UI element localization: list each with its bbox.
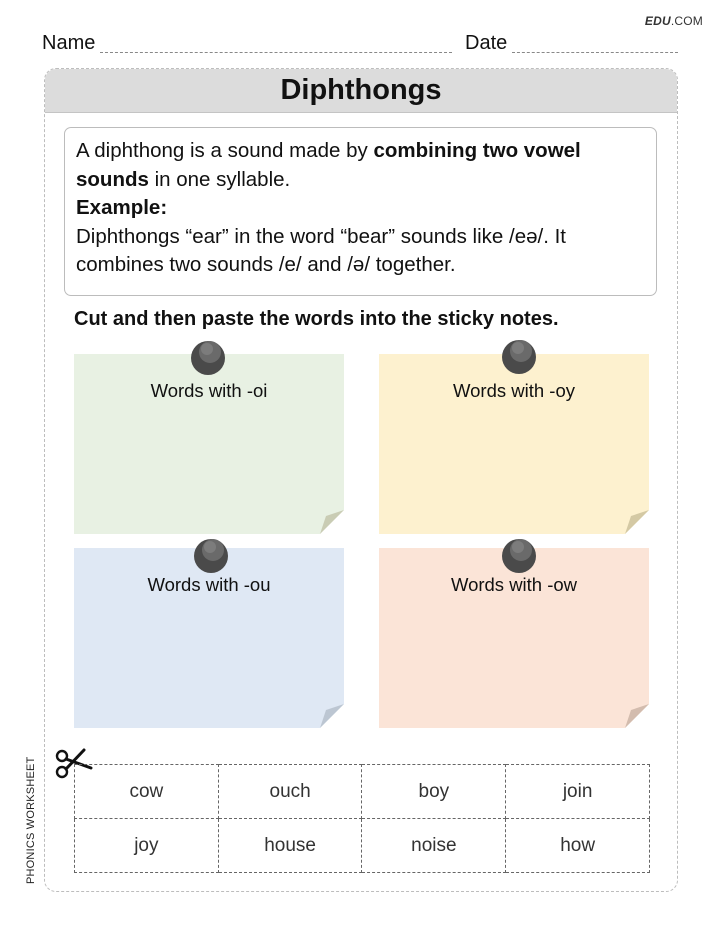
sticky-note-oy <box>379 354 649 534</box>
page-curl-icon <box>625 510 649 534</box>
sticky-note-label: Words with -oi <box>150 380 268 401</box>
name-line <box>100 52 452 53</box>
word-card: joy <box>75 819 219 873</box>
side-label: PHONICS WORKSHEET <box>25 756 37 884</box>
title-bar <box>45 69 677 113</box>
word-cutout-grid <box>74 764 650 873</box>
word-card: boy <box>362 765 506 819</box>
brand-logo: EDU.COM <box>644 14 703 28</box>
word-card: house <box>218 819 362 873</box>
example-label: Example: <box>76 196 168 219</box>
sticky-note-label: Words with -ow <box>450 574 578 595</box>
word-card: join <box>506 765 650 819</box>
word-card: cow <box>75 765 219 819</box>
word-card: ouch <box>218 765 362 819</box>
word-row <box>75 819 650 873</box>
push-pin-icon <box>190 336 226 376</box>
page-curl-icon <box>320 510 344 534</box>
push-pin-icon <box>501 335 537 375</box>
date-line <box>512 52 678 53</box>
page-title: Diphthongs <box>280 74 442 106</box>
word-card: how <box>506 819 650 873</box>
push-pin-icon <box>501 534 537 574</box>
definition-text: A diphthong is a sound made by combining two vowel sounds in one syllable. <box>76 139 581 191</box>
sticky-note-ow <box>379 548 649 728</box>
sticky-note-ou <box>74 548 344 728</box>
page-curl-icon <box>320 704 344 728</box>
sticky-note-label: Words with -ou <box>147 574 271 595</box>
word-row <box>75 765 650 819</box>
sticky-note-oi <box>74 354 344 534</box>
name-label: Name <box>42 32 96 54</box>
example-text: Diphthongs “ear” in the word “bear” sounds like /eə/. It combines two sounds /e/ and /ə/ together. <box>76 224 566 276</box>
name-date-row <box>42 32 678 58</box>
definition-box <box>64 127 657 296</box>
word-card: noise <box>362 819 506 873</box>
instruction-text: Cut and then paste the words into the sticky notes. <box>74 308 559 330</box>
sticky-note-label: Words with -oy <box>453 380 575 401</box>
date-label: Date <box>465 32 508 54</box>
push-pin-icon <box>193 534 229 574</box>
page-curl-icon <box>625 704 649 728</box>
